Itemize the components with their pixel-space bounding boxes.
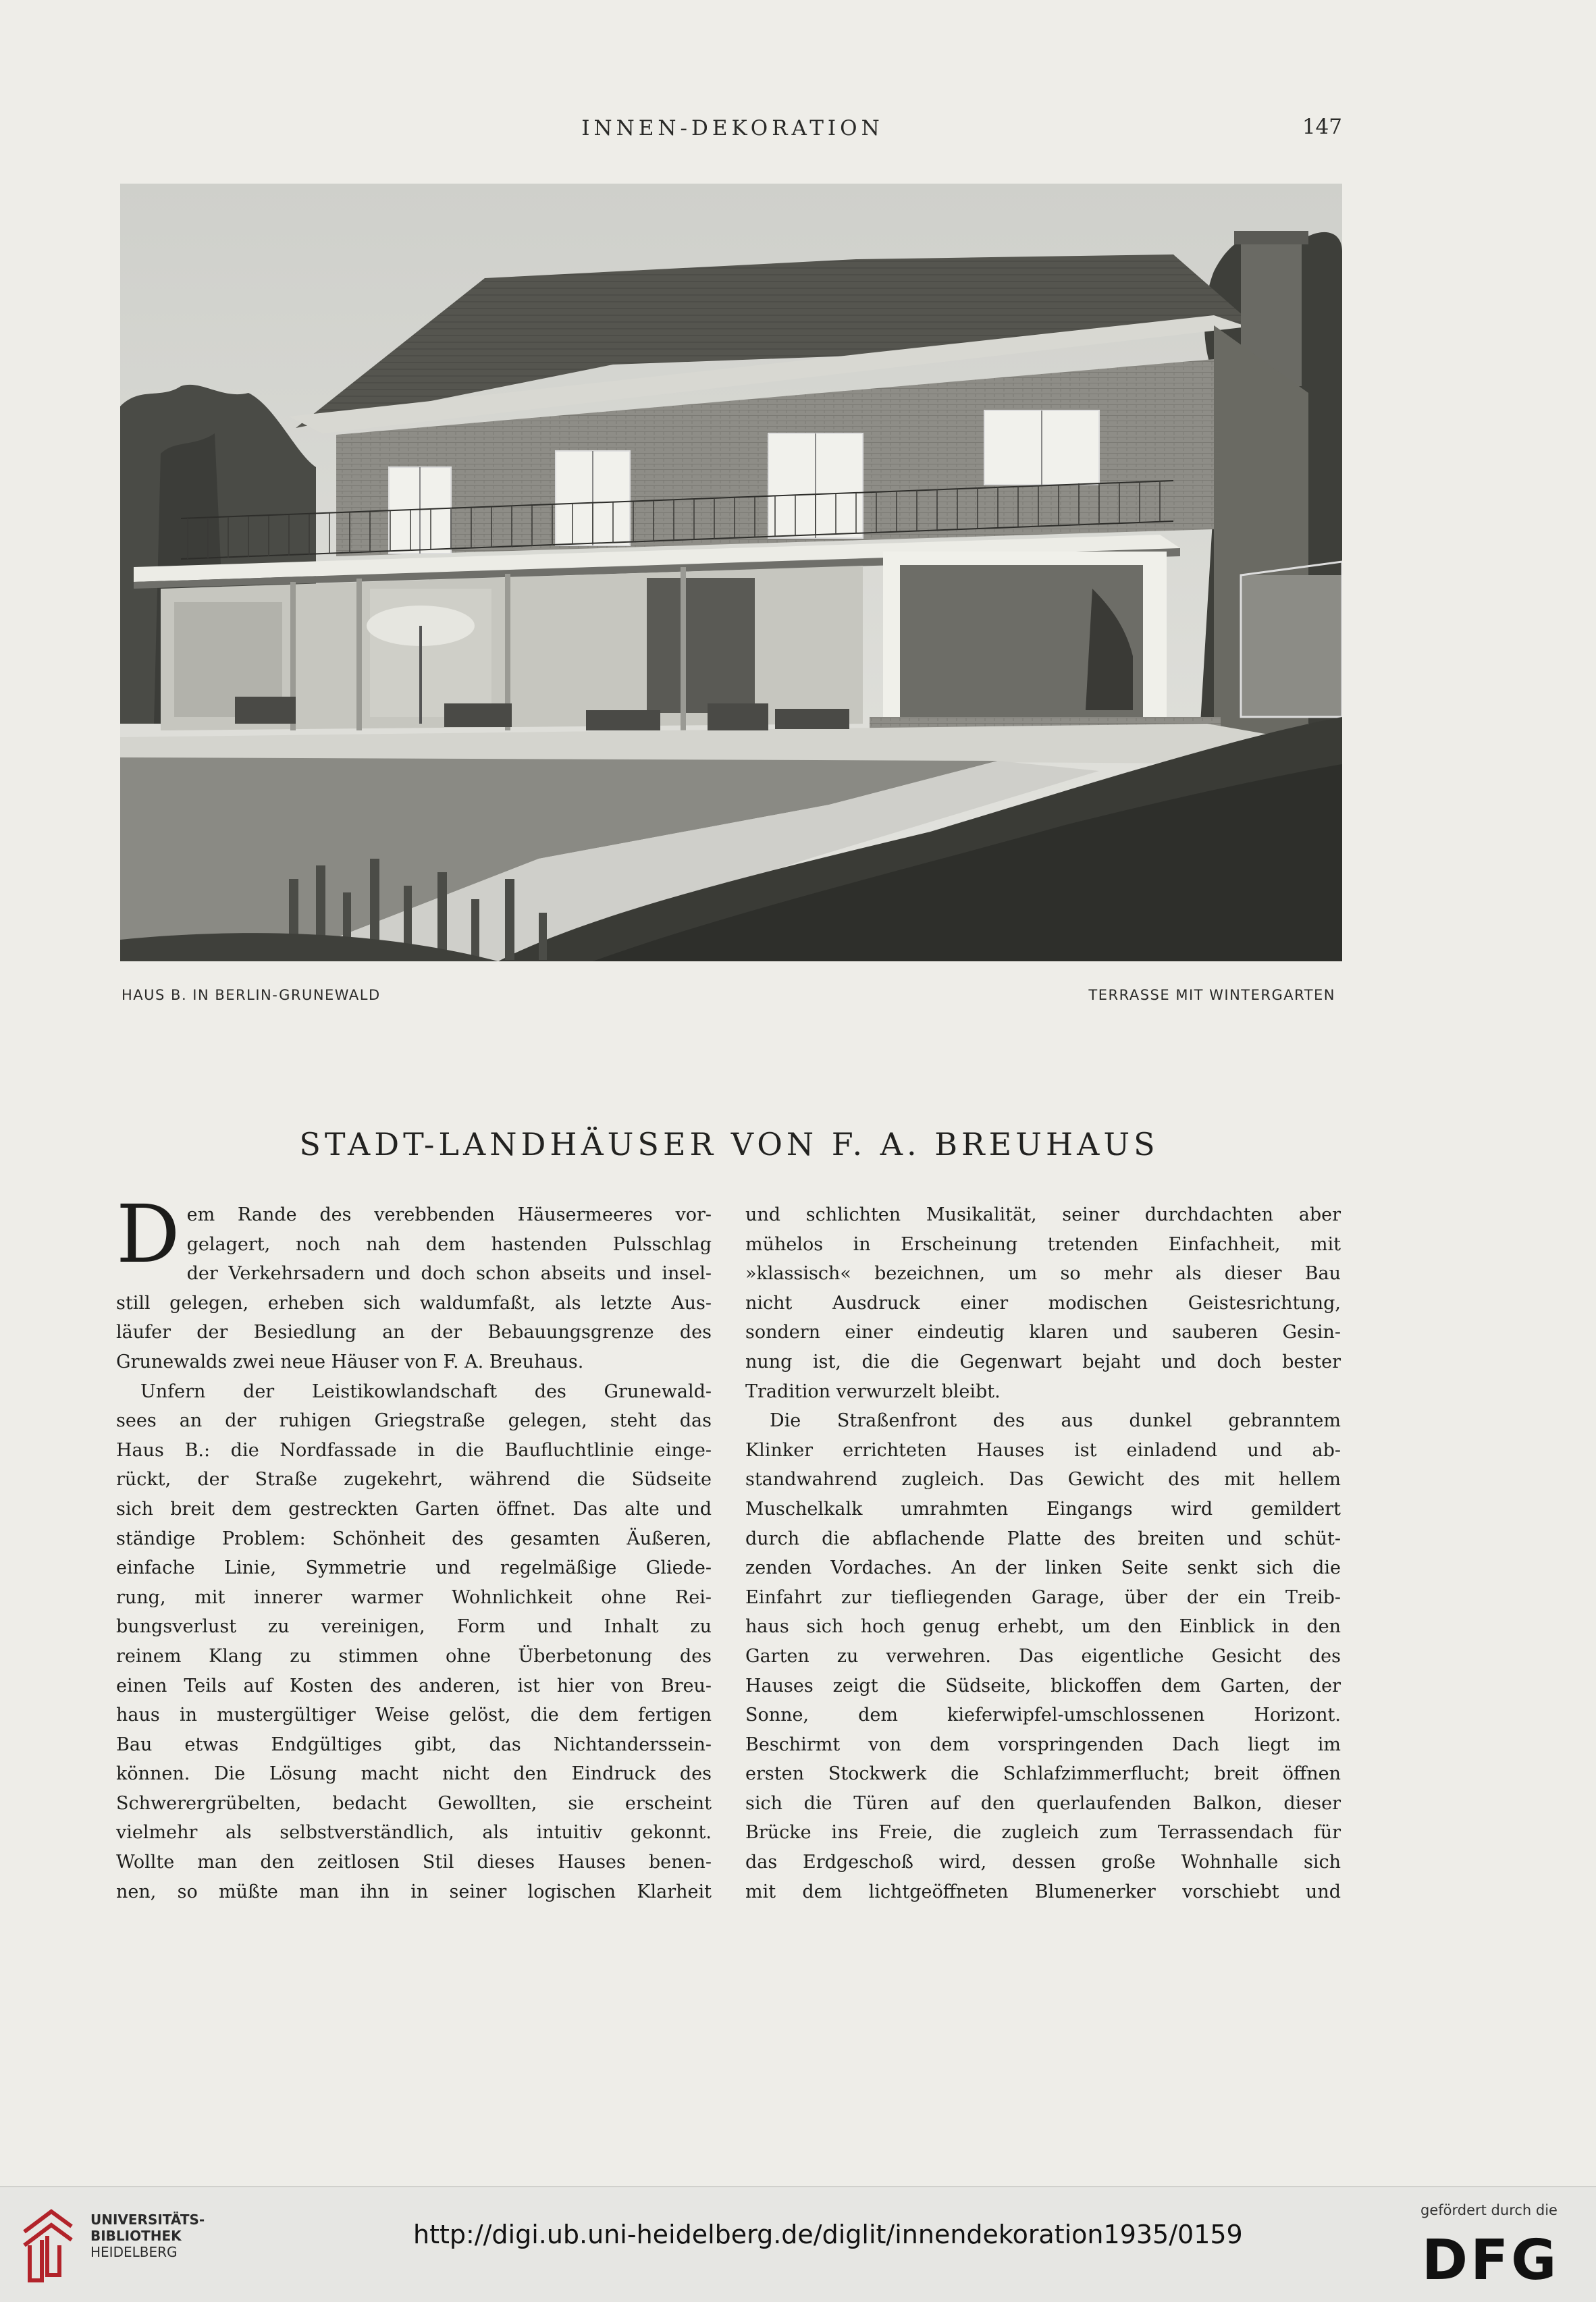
text-line: Beschirmt von dem vorspringenden Dach liegt im bbox=[745, 1734, 1341, 1755]
text-line: nen, so müßte man ihn in seiner logischen Klarheit bbox=[116, 1881, 712, 1902]
text-line: standwahrend zugleich. Das Gewicht des mit hellem bbox=[745, 1469, 1341, 1491]
text-line: mühelos in Erscheinung tretenden Einfachheit, mit bbox=[745, 1233, 1341, 1255]
text-line: läufer der Besiedlung an der Bebauungsgrenze des bbox=[116, 1322, 712, 1343]
text-line: sich die Türen auf den querlaufenden Balkon, dieser bbox=[745, 1792, 1341, 1814]
library-name bbox=[90, 2212, 205, 2260]
text-line: Die Straßenfront des aus dunkel gebranntem bbox=[770, 1410, 1341, 1432]
text-line: Brücke ins Freie, die zugleich zum Terrassendach für bbox=[745, 1822, 1341, 1844]
text-line: Klinker errichteten Hauses ist einladend und ab- bbox=[745, 1439, 1341, 1461]
text-line: haus in mustergültiger Weise gelöst, die dem fertigen bbox=[116, 1705, 712, 1726]
text-line: können. Die Lösung macht nicht den Eindruck des bbox=[116, 1763, 712, 1785]
text-line: nung ist, die die Gegenwart bejaht und doch bester bbox=[745, 1351, 1341, 1372]
text-line: sees an der ruhigen Griegstraße gelegen, steht das bbox=[116, 1410, 712, 1432]
house-photograph bbox=[120, 184, 1342, 961]
text-line: Muschelkalk umrahmten Eingangs wird gemildert bbox=[745, 1498, 1341, 1520]
text-line: haus sich hoch genug erhebt, um den Einblick in den bbox=[745, 1616, 1341, 1638]
text-line: sich breit dem gestreckten Garten öffnet. Das alte und bbox=[116, 1498, 712, 1520]
text-line: ersten Stockwerk die Schlafzimmerflucht; breit öffnen bbox=[745, 1763, 1341, 1785]
text-line: rung, mit innerer warmer Wohnlichkeit ohne Rei- bbox=[116, 1586, 712, 1608]
text-line: Unfern der Leistikowlandschaft des Grunewald- bbox=[140, 1381, 712, 1402]
text-line: Sonne, dem kieferwipfel-umschlossenen Horizont. bbox=[745, 1705, 1341, 1726]
library-name-line: BIBLIOTHEK bbox=[90, 2228, 182, 2244]
figure-caption-left: HAUS B. IN BERLIN-GRUNEWALD bbox=[122, 987, 381, 1003]
text-line: »klassisch« bezeichnen, um so mehr als dieser Bau bbox=[745, 1263, 1341, 1285]
text-line: ständige Problem: Schönheit des gesamten Äußeren, bbox=[116, 1528, 712, 1549]
permalink-url[interactable]: http://digi.ub.uni-heidelberg.de/diglit/innendekoration1935/0159 bbox=[413, 2220, 1243, 2249]
text-line: still gelegen, erheben sich waldumfaßt, als letzte Aus- bbox=[116, 1292, 712, 1314]
text-line: einen Teils auf Kosten des anderen, ist hier von Breu- bbox=[116, 1675, 712, 1696]
library-name-line: UNIVERSITÄTS- bbox=[90, 2212, 205, 2228]
text-line: zenden Vordaches. An der linken Seite senkt sich die bbox=[745, 1557, 1341, 1579]
running-title: INNEN-DEKORATION bbox=[581, 116, 884, 140]
text-line: durch die abflachende Platte des breiten und schüt- bbox=[745, 1528, 1341, 1549]
text-column-left bbox=[116, 1187, 712, 1906]
library-name-line: HEIDELBERG bbox=[90, 2244, 178, 2260]
text-line: rückt, der Straße zugekehrt, während die Südseite bbox=[116, 1469, 712, 1491]
article-title: STADT-LANDHÄUSER VON F. A. BREUHAUS bbox=[299, 1126, 1159, 1162]
text-line: Einfahrt zur tiefliegenden Garage, über der ein Treib- bbox=[745, 1586, 1341, 1608]
text-line: sondern einer eindeutig klaren und sauberen Gesin- bbox=[745, 1322, 1341, 1343]
text-line: em Rande des verebbenden Häusermeeres vor- bbox=[186, 1204, 712, 1225]
text-line: der Verkehrsadern und doch schon abseits und insel- bbox=[186, 1263, 712, 1285]
text-column-right bbox=[745, 1200, 1341, 1906]
page-number: 147 bbox=[1302, 115, 1342, 139]
text-line: Bau etwas Endgültiges gibt, das Nichtanderssein- bbox=[116, 1734, 712, 1755]
text-line: Garten zu verwehren. Das eigentliche Gesicht des bbox=[745, 1645, 1341, 1667]
sponsor-text: gefördert durch die bbox=[1420, 2202, 1558, 2218]
text-line: einfache Linie, Symmetrie und regelmäßige Gliede- bbox=[116, 1557, 712, 1579]
text-line: das Erdgeschoß wird, dessen große Wohnhalle sich bbox=[745, 1852, 1341, 1873]
text-line: Grunewalds zwei neue Häuser von F. A. Breuhaus. bbox=[116, 1351, 584, 1372]
digitization-footer bbox=[0, 2186, 1596, 2302]
text-line: Haus B.: die Nordfassade in die Baufluchtlinie einge- bbox=[116, 1439, 712, 1461]
figure-caption-right: TERRASSE MIT WINTERGARTEN bbox=[1088, 987, 1335, 1003]
text-line: Hauses zeigt die Südseite, blickoffen dem Garten, der bbox=[745, 1675, 1341, 1696]
text-line: nicht Ausdruck einer modischen Geistesrichtung, bbox=[745, 1292, 1341, 1314]
text-line: Tradition verwurzelt bleibt. bbox=[745, 1381, 1001, 1402]
text-line: gelagert, noch nah dem hastenden Pulsschlag bbox=[186, 1233, 712, 1255]
text-line: vielmehr als selbstverständlich, als intuitiv gekonnt. bbox=[116, 1822, 712, 1844]
dfg-logo: DFG bbox=[1422, 2228, 1560, 2293]
text-line: bungsverlust zu vereinigen, Form und Inhalt zu bbox=[116, 1616, 712, 1638]
text-line: mit dem lichtgeöffneten Blumenerker vorschiebt und bbox=[745, 1881, 1341, 1902]
text-line: Schwerergrübelten, bedacht Gewollten, sie erscheint bbox=[116, 1792, 712, 1814]
text-line: reinem Klang zu stimmen ohne Überbetonung des bbox=[116, 1645, 712, 1667]
library-logo-icon[interactable] bbox=[18, 2205, 82, 2288]
drop-cap: D bbox=[116, 1187, 180, 1281]
text-line: Wollte man den zeitlosen Stil dieses Hauses benen- bbox=[116, 1852, 712, 1873]
text-line: und schlichten Musikalität, seiner durchdachten aber bbox=[745, 1204, 1341, 1225]
